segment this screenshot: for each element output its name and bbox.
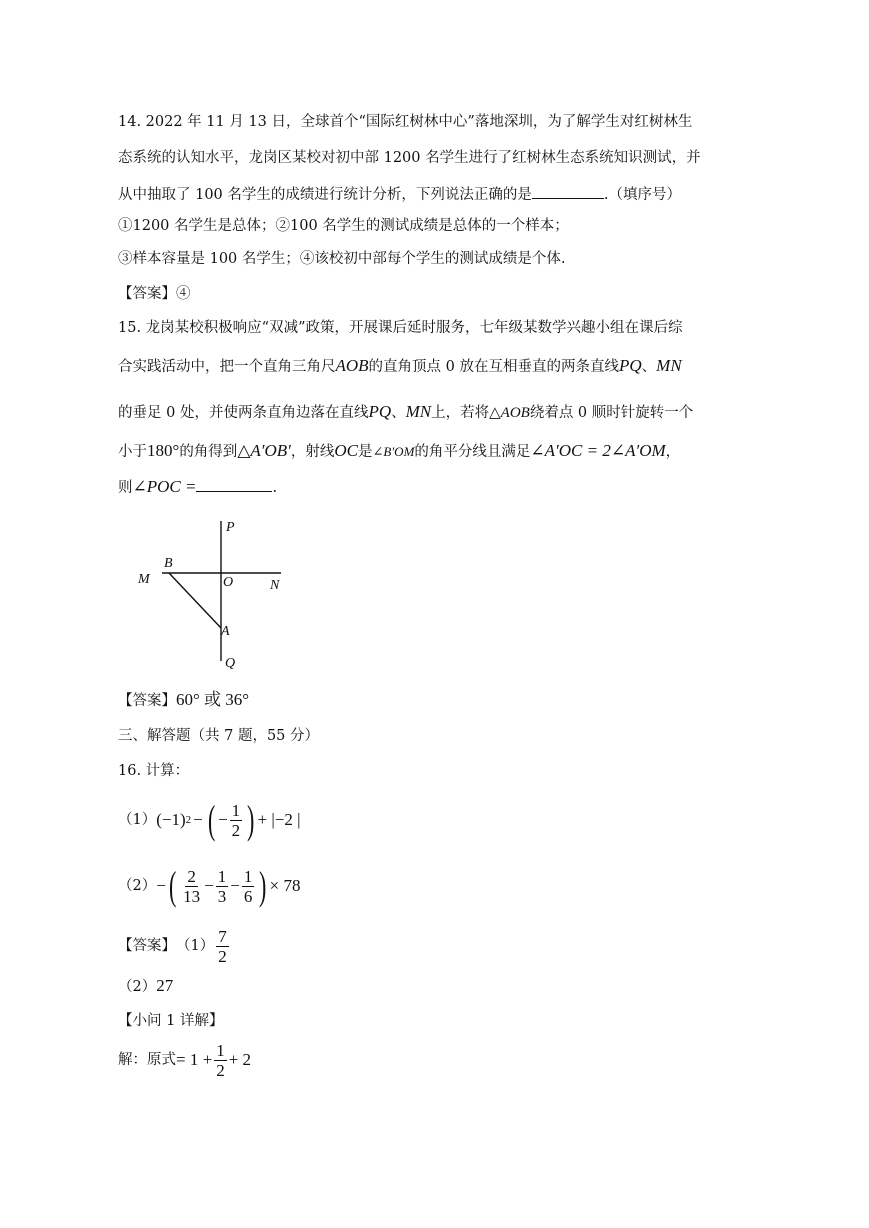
q16-p2-fraction-1 xyxy=(181,867,202,906)
q14-line-3 xyxy=(118,184,681,205)
q16-p2-lead: − xyxy=(156,876,166,895)
q16-answer-1-label: （1） xyxy=(176,938,215,954)
q15-dun-2: 、 xyxy=(391,405,406,421)
q16-part-1-expression xyxy=(156,797,301,842)
q16-p2-minus-1: − xyxy=(204,876,214,895)
q16-solution-fraction xyxy=(214,1041,227,1080)
q16-title: 16. 计算： xyxy=(118,763,190,779)
q16-p1-tail: + |−2 | xyxy=(257,810,301,829)
numerator: 2 xyxy=(187,866,196,886)
q14-answer-blank xyxy=(532,184,604,199)
q16-p2-tail: × 78 xyxy=(269,876,301,895)
right-paren: ) xyxy=(259,863,267,908)
label-n: N xyxy=(270,578,280,593)
q15-line-2 xyxy=(118,356,682,377)
q16-p1-minus: − xyxy=(193,810,203,829)
q16-p2-minus-2: − xyxy=(230,876,240,895)
q15-answer-value: 60° 或 36° xyxy=(176,690,250,709)
q15-line-5 xyxy=(118,477,277,498)
numerator: 1 xyxy=(243,866,253,886)
label-o: O xyxy=(223,575,234,590)
denominator: 2 xyxy=(218,946,227,966)
q16-part-2 xyxy=(118,864,301,908)
denominator: 13 xyxy=(183,886,201,906)
q15-oc: OC xyxy=(334,441,358,460)
q15-line-2-text: 合实践活动中，把一个直角三角尺 xyxy=(118,359,336,375)
q15-line-4-text-e: 的角平分线且满足 xyxy=(414,444,531,460)
q16-solution-prefix: 解：原式 xyxy=(118,1052,176,1068)
q16-answer-2 xyxy=(118,976,173,997)
q16-answer-2-value: 27 xyxy=(156,976,174,995)
label-a: A xyxy=(221,624,230,639)
q15-answer-blank xyxy=(196,477,272,492)
numerator: 7 xyxy=(218,926,227,946)
q16-solution-eq: = 1 + xyxy=(176,1050,213,1069)
q16-solution-expression xyxy=(176,1041,251,1080)
q15-answer xyxy=(118,690,249,711)
q15-triangle-aob: △AOB xyxy=(489,405,530,421)
q15-line-3-text-c: 绕着点 0 顺时针旋转一个 xyxy=(529,405,694,421)
q15-angle-bom: ∠B′OM xyxy=(372,444,415,459)
q16-answer xyxy=(118,924,231,968)
hypotenuse-ab xyxy=(169,573,221,628)
q16-part-1-label: （1） xyxy=(118,812,157,828)
q15-line-4-text-b: 的角得到 xyxy=(179,444,238,460)
denominator: 3 xyxy=(217,886,227,906)
q15-line-4-text-c: ，射线 xyxy=(290,444,335,460)
q15-line-3-text: 的垂足 0 处，并使两条直角边落在直线 xyxy=(118,405,369,421)
q16-solution xyxy=(118,1038,251,1082)
numerator: 1 xyxy=(217,866,227,886)
q16-p1-base: (−1) xyxy=(156,810,186,829)
q15-condition: ∠A′OC = 2∠A′OM xyxy=(530,441,666,460)
q16-p2-fraction-2 xyxy=(216,867,229,906)
q16-answer-2-label: （2） xyxy=(118,979,157,995)
q14-answer xyxy=(118,284,191,304)
label-q: Q xyxy=(225,656,236,671)
q16-p1-inner-sign: − xyxy=(218,810,228,829)
left-paren: ( xyxy=(207,797,216,842)
q15-mn-2: MN xyxy=(405,402,432,421)
denominator: 2 xyxy=(216,1060,225,1080)
label-m: M xyxy=(138,572,150,587)
q15-mn: MN xyxy=(656,356,682,375)
q16-solution-tail: + 2 xyxy=(228,1050,252,1069)
q16-part-1 xyxy=(118,798,300,842)
numerator: 1 xyxy=(216,1040,225,1060)
denominator: 2 xyxy=(231,820,241,840)
q16-part-2-label: （2） xyxy=(118,878,157,894)
q16-p2-fraction-3 xyxy=(242,867,255,906)
denominator: 6 xyxy=(243,886,253,906)
q15-dun: 、 xyxy=(641,359,657,375)
q14-option-2: ③样本容量是 100 名学生；④该校初中部每个学生的测试成绩是个体. xyxy=(118,251,566,267)
q14-option-1: ①1200 名学生是总体；②100 名学生的测试成绩是总体的一个样本； xyxy=(118,218,569,234)
q15-line-3 xyxy=(118,402,693,423)
q15-line-4 xyxy=(118,441,680,462)
q16-p1-fraction xyxy=(230,801,243,840)
q15-line-5-tail: . xyxy=(272,480,278,496)
q15-180-degree: 180° xyxy=(147,441,180,460)
q15-line-4-text-f: ， xyxy=(665,444,681,460)
q15-line-3-text-b: 上，若将 xyxy=(431,405,490,421)
label-p: P xyxy=(226,520,235,535)
q16-p1-exponent: 2 xyxy=(185,814,192,826)
q15-line-4-text: 小于 xyxy=(118,444,147,460)
q14-line-3-text: 从中抽取了 100 名学生的成绩进行统计分析，下列说法正确的是 xyxy=(118,187,532,203)
q14-line-1: 14. 2022 年 11 月 13 日，全球首个“国际红树林中心”落地深圳，为了解学生对红树林生 xyxy=(118,114,693,130)
q14-answer-label: 【答案】 xyxy=(118,286,176,302)
section-3-heading: 三、解答题（共 7 题，55 分） xyxy=(118,728,320,744)
left-paren: ( xyxy=(168,863,177,908)
q15-line-5-text: 则 xyxy=(118,480,133,496)
q16-part-2-expression xyxy=(156,863,301,908)
q14-line-2: 态系统的认知水平，龙岗区某校对初中部 1200 名学生进行了红树林生态系统知识测试，并 xyxy=(118,150,701,166)
q14-line-3-tail: .（填序号） xyxy=(603,187,682,203)
q15-poc: ∠POC = xyxy=(132,477,197,496)
q15-triangle-prime: △A′OB′ xyxy=(237,441,291,460)
label-b: B xyxy=(164,556,173,571)
q15-pq: PQ xyxy=(619,356,642,375)
q15-pq-2: PQ xyxy=(368,402,392,421)
q16-answer-label: 【答案】 xyxy=(118,938,176,954)
q15-line-1: 15. 龙岗某校积极响应“双减”政策，开展课后延时服务，七年级某数学兴趣小组在课后综 xyxy=(118,320,683,336)
q15-line-2-text-b: 的直角顶点 0 放在互相垂直的两条直线 xyxy=(368,359,619,375)
q15-line-4-text-d: 是 xyxy=(358,444,373,460)
numerator: 1 xyxy=(231,800,241,820)
q15-answer-label: 【答案】 xyxy=(118,693,176,709)
q15-aob: AOB xyxy=(335,356,369,375)
q16-answer-1-fraction xyxy=(216,927,229,966)
q15-figure xyxy=(132,515,292,675)
right-paren: ) xyxy=(247,797,255,842)
q16-detail-title: 【小问 1 详解】 xyxy=(118,1013,224,1029)
q14-answer-value: ④ xyxy=(176,286,191,302)
